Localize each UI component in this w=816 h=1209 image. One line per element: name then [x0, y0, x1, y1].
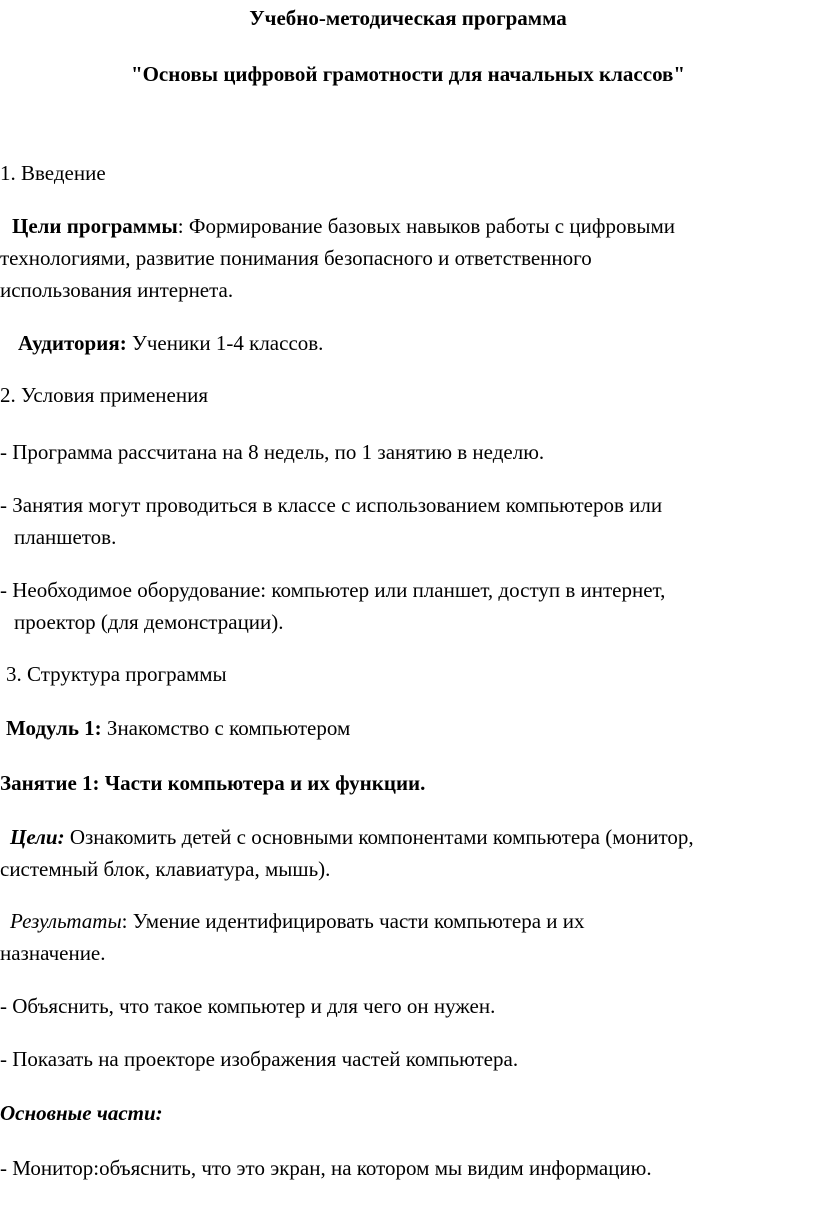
conditions-item-1: - Программа рассчитана на 8 недель, по 1 занятию в неделю. [0, 440, 545, 464]
module-label: Модуль 1: [6, 716, 102, 740]
part-item-1: - Монитор:объяснить, что это экран, на котором мы видим информацию. [0, 1156, 652, 1180]
lesson-results-text-1: : Умение идентифицировать части компьютера и их [121, 909, 585, 933]
audience-line [18, 328, 323, 358]
lesson-goals-label: Цели: [10, 825, 65, 849]
conditions-item-3-line-2: проектор (для демонстрации). [14, 610, 284, 634]
module-text: Знакомство с компьютером [101, 716, 351, 740]
section-3-heading: 3. Структура программы [6, 662, 227, 686]
section-1-heading: 1. Введение [0, 161, 106, 185]
title-line-1: Учебно-методическая программа [249, 6, 567, 30]
goals-text-3: использования интернета. [0, 278, 234, 302]
goals-paragraph-line-1 [12, 211, 675, 241]
lesson-results-line-1 [10, 906, 585, 936]
goals-separator: : [177, 214, 184, 238]
lesson-title: Занятие 1: Части компьютера и их функции. [0, 771, 426, 795]
conditions-item-3-line-1: - Необходимое оборудование: компьютер или планшет, доступ в интернет, [0, 578, 666, 602]
goals-text-2: технологиями, развитие понимания безопасного и ответственного [0, 246, 592, 270]
audience-text: Ученики 1-4 классов. [126, 331, 324, 355]
conditions-item-2-line-1: - Занятия могут проводиться в классе с использованием компьютеров или [0, 493, 663, 517]
lesson-step-1: - Объяснить, что такое компьютер и для чего он нужен. [0, 994, 496, 1018]
lesson-step-2: - Показать на проекторе изображения частей компьютера. [0, 1047, 519, 1071]
lesson-results-label: Результаты [10, 909, 122, 933]
lesson-goals-line-1 [10, 822, 694, 852]
module-line [6, 713, 350, 743]
conditions-item-2-line-2: планшетов. [14, 525, 117, 549]
parts-heading: Основные части: [0, 1101, 163, 1125]
audience-label: Аудитория: [18, 331, 127, 355]
section-2-heading: 2. Условия применения [0, 383, 208, 407]
goals-text-1: Формирование базовых навыков работы с цифровыми [183, 214, 676, 238]
goals-label: Цели программы [12, 214, 178, 238]
lesson-results-text-2: назначение. [0, 941, 106, 965]
lesson-goals-text-2: системный блок, клавиатура, мышь). [0, 857, 331, 881]
lesson-goals-text-1: Ознакомить детей с основными компонентами компьютера (монитор, [64, 825, 694, 849]
title-line-2: "Основы цифровой грамотности для начальных классов" [130, 62, 686, 86]
